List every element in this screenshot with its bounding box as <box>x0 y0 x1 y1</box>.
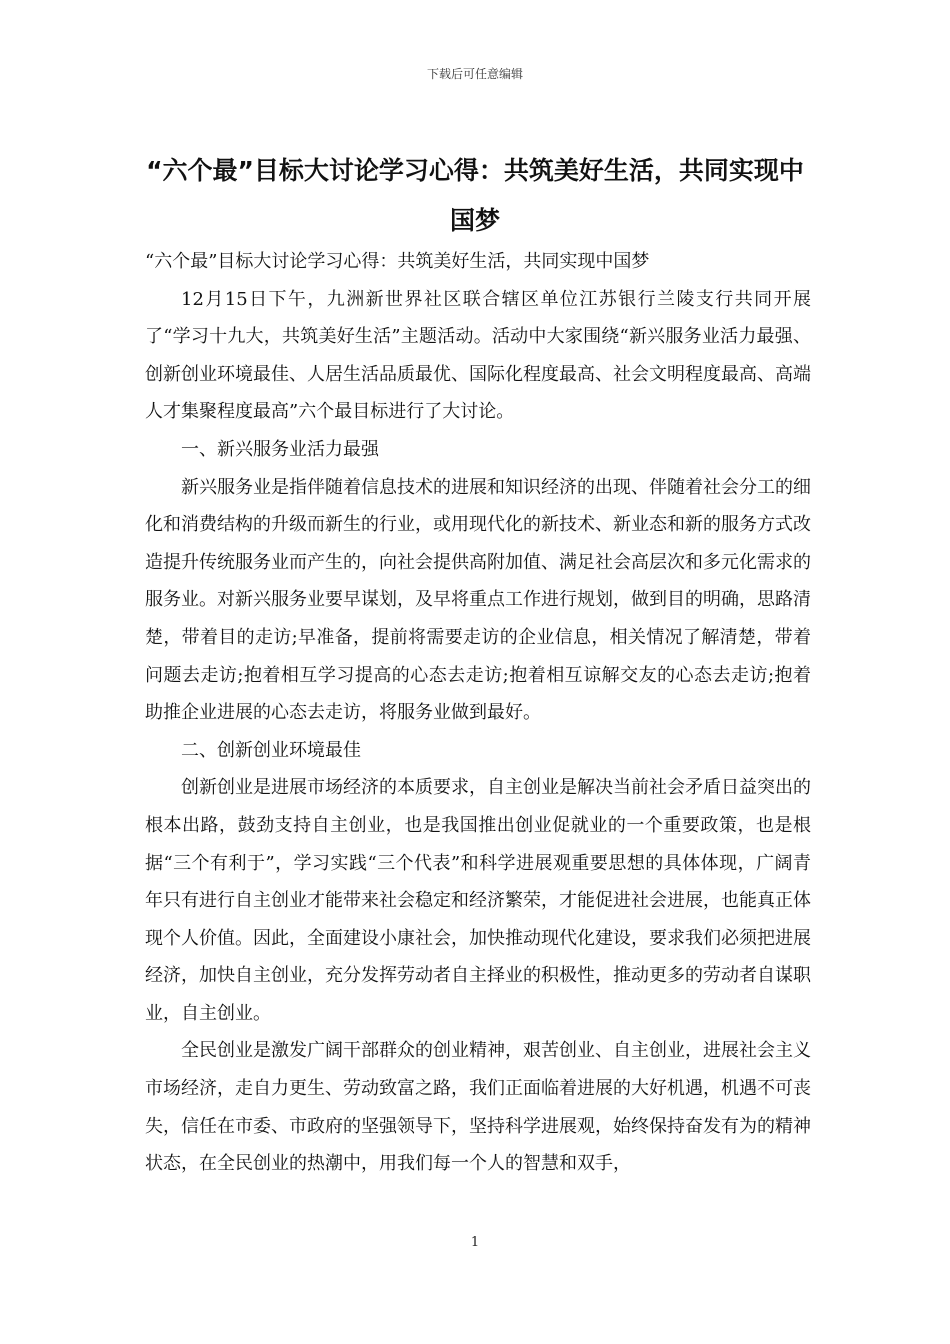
section-heading: 二、创新创业环境最佳 <box>181 739 361 761</box>
body-paragraph: 全民创业是激发广阔干部群众的创业精神，艰苦创业、自主创业，进展社会主义市场经济，走自力更生、劳动致富之路，我们正面临着进展的大好机遇，机遇不可丧失，信任在市委、市政府的坚强领导下，坚持科学进展观，始终保持奋发有为的精神状态，在全民创业的热潮中，用我们每一个人的智慧和双手， <box>145 1040 811 1175</box>
header-note: 下载后可任意编辑 <box>426 67 523 81</box>
body-paragraph: 12月15日下午，九洲新世界社区联合辖区单位江苏银行兰陵支行共同开展了“学习十九大，共筑美好生活”主题活动。活动中大家围绕“新兴服务业活力最强、创新创业环境最佳、人居生活品质最优、国际化程度最高、社会文明程度最高、高端人才集聚程度最高”六个最目标进行了大讨论。 <box>145 288 811 423</box>
body-paragraph: 创新创业是进展市场经济的本质要求，自主创业是解决当前社会矛盾日益突出的根本出路，鼓劲支持自主创业，也是我国推出创业促就业的一个重要政策，也是根据“三个有利于”，学习实践“三个代表”和科学进展观重要思想的具体体现，广阔青年只有进行自主创业才能带来社会稳定和经济繁荣，才能促进社会进展，也能真正体现个人价值。因此，全面建设小康社会，加快推动现代化建设，要求我们必须把进展经济，加快自主创业，充分发挥劳动者自主择业的积极性，推动更多的劳动者自谋职业，自主创业。 <box>145 777 811 1024</box>
body-paragraph: 新兴服务业是指伴随着信息技术的进展和知识经济的出现、伴随着社会分工的细化和消费结构的升级而新生的行业，或用现代化的新技术、新业态和新的服务方式改造提升传统服务业而产生的，向社会提供高附加值、满足社会高层次和多元化需求的服务业。对新兴服务业要早谋划，及早将重点工作进行规划，做到目的明确，思路清楚，带着目的走访;早准备，提前将需要走访的企业信息，相关情况了解清楚，带着问题去走访;抱着相互学习提高的心态去走访;抱着相互谅解交友的心态去走访;抱着助推企业进展的心态去走访，将服务业做到最好。 <box>145 476 811 724</box>
document-body <box>145 243 811 1183</box>
section-heading: 一、新兴服务业活力最强 <box>181 438 379 460</box>
subtitle-paragraph: “六个最”目标大讨论学习心得：共筑美好生活，共同实现中国梦 <box>145 251 650 272</box>
document-title: “六个最”目标大讨论学习心得：共筑美好生活，共同实现中国梦 <box>146 156 804 235</box>
page-number: 1 <box>470 1235 480 1250</box>
